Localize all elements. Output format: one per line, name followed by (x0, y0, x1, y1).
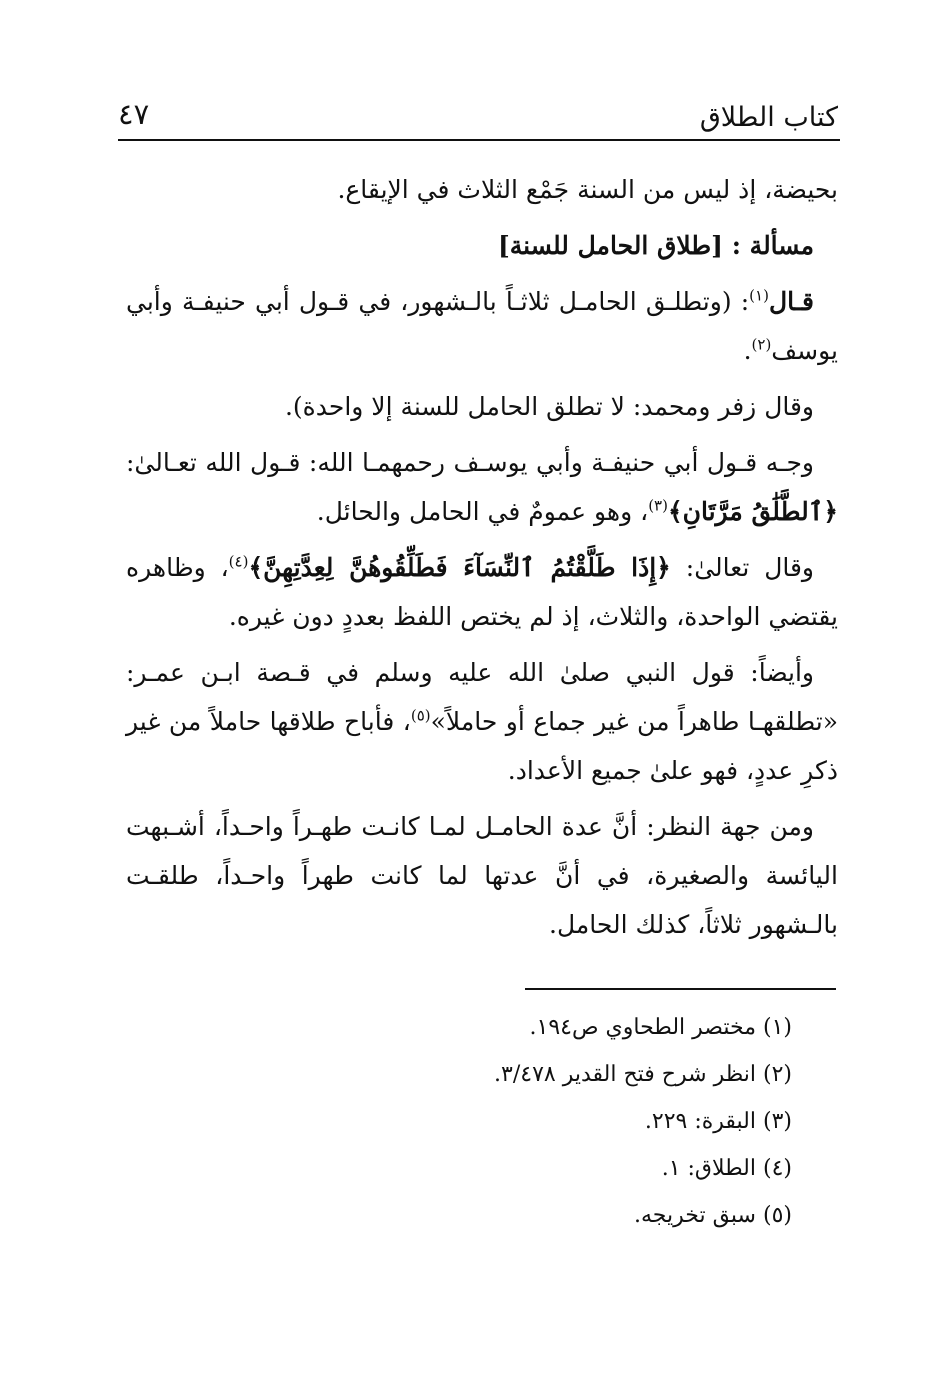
footnote-item: (٣) البقرة: ٢٢٩. (644, 1109, 792, 1134)
paragraph-text: بحيضة، إذ ليس من السنة جَمْع الثلاث في الإيقاع. (337, 175, 838, 204)
section-heading-label: مسألة : (731, 231, 814, 260)
paragraph (126, 165, 838, 214)
paragraph-text: وأيضاً: قول النبي صلىٰ الله عليه وسلم في قـصة ابـن عمـر: «تطلقهـا طاهراً من غير جماع أو حاملاً» (126, 658, 838, 736)
footnote-ref: (٥) (410, 706, 431, 725)
paragraph (126, 438, 838, 536)
paragraph-text: ومن جهة النظر: أنَّ عدة الحامـل لمـا كانـت طهـراً واحـداً، أشـبهت اليائسة والصغيرة، في أنَّ عدتها لما كانت طهراً واحـداً، طلقـت بالـشهور ثلاثاً، كذلك الحامل. (126, 812, 838, 939)
paragraph-text: وقال زفر ومحمد: لا تطلق الحامل للسنة إلا واحدة). (284, 392, 814, 421)
page-number: ٤٧ (118, 97, 150, 131)
paragraph-lead-word: قـال (768, 287, 814, 316)
footnote-ref: (١) (749, 286, 769, 305)
paragraph-text-end: ، فأباح طلاقها حاملاً من غير ذكرِ عددٍ، فهو علىٰ جميع الأعداد. (126, 707, 838, 785)
footnote-item: (٤) الطلاق: ١. (661, 1156, 792, 1181)
paragraph-text-end: ، وهو عمومٌ في الحامل والحائل. (316, 497, 649, 526)
running-header-title: كتاب الطلاق (699, 102, 838, 133)
footnote-ref: (٢) (751, 335, 772, 354)
paragraph-text: وجـه قـول أبي حنيفـة وأبي يوسـف رحمهمـا الله: قـول الله تعـالىٰ: (126, 448, 814, 477)
paragraph (126, 648, 838, 795)
footnote-item: (٥) سبق تخريجه. (634, 1203, 792, 1228)
footnote-divider (525, 988, 836, 990)
quran-quote: ﴿إِذَا طَلَّقْتُمُ ٱلنِّسَآءَ فَطَلِّقُوهُنَّ لِعِدَّتِهِنَّ﴾ (248, 553, 671, 582)
paragraph-text-end: . (743, 336, 752, 365)
header-divider (118, 139, 840, 141)
section-heading-title: [طلاق الحامل للسنة] (497, 231, 724, 260)
section-heading (126, 221, 838, 270)
footnotes (192, 1004, 792, 1239)
paragraph-text: : (وتطلـق الحامـل ثلاثـاً بالـشهور، في قـول أبي حنيفـة وأبي يوسف (126, 287, 838, 365)
footnote-ref: (٣) (648, 496, 668, 515)
paragraph-text: وقال تعالىٰ: (685, 553, 815, 582)
main-text (126, 165, 838, 956)
footnote-item: (٢) انظر شرح فتح القدير ٣/٤٧٨. (494, 1062, 792, 1087)
footnote-item: (١) مختصر الطحاوي ص١٩٤. (529, 1015, 792, 1040)
paragraph (126, 802, 838, 949)
paragraph (126, 277, 838, 375)
footnote-ref: (٤) (228, 552, 249, 571)
quran-quote: ﴿ٱلطَّلَٰقُ مَرَّتَانِ﴾ (667, 497, 838, 526)
paragraph (126, 382, 838, 431)
paragraph-text-end: ، وظاهره يقتضي الواحدة، والثلاث، إذ لم يختص اللفظ بعددٍ دون غيره. (126, 553, 838, 631)
paragraph (126, 543, 838, 641)
